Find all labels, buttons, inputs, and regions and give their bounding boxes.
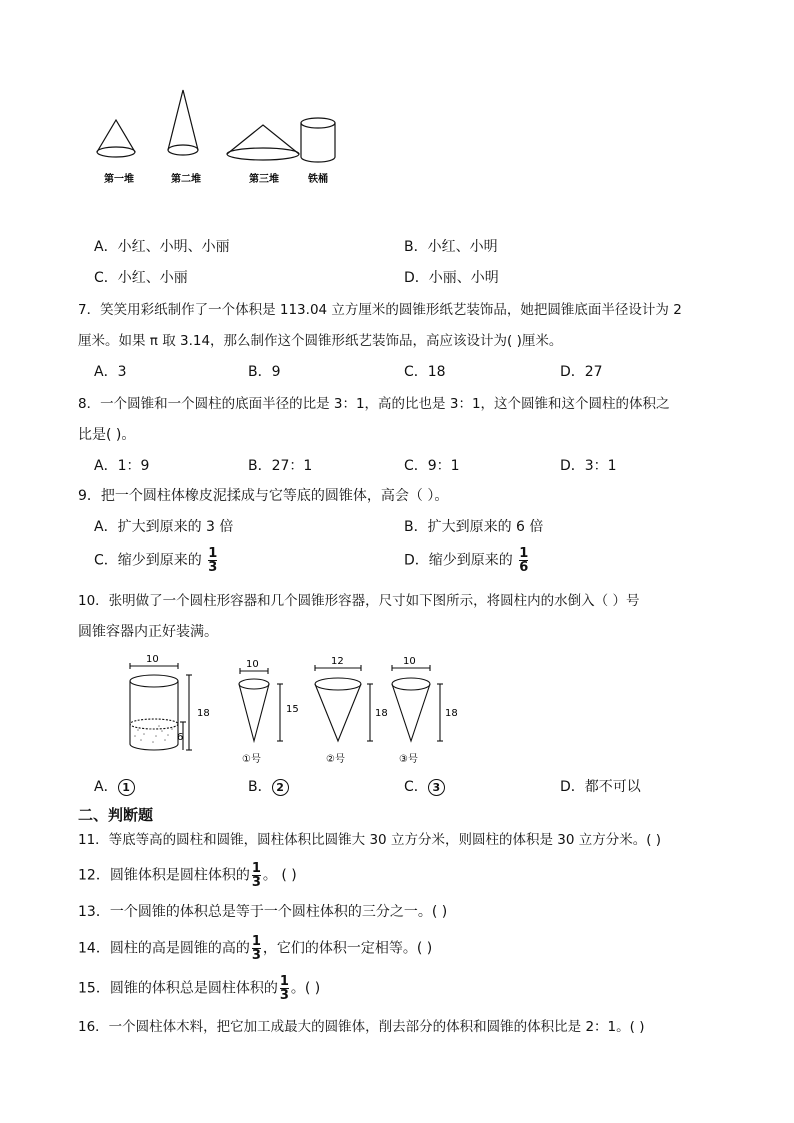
q10-option-a[interactable]	[94, 777, 135, 797]
cylinder-height: 18	[197, 708, 210, 719]
cone3-label: ③号	[399, 754, 418, 765]
q11-text: 11．等底等高的圆柱和圆锥，圆柱体积比圆锥大 30 立方分米，则圆柱的体积是 30 立方分米。( )	[78, 832, 662, 848]
q15-post: 。( )	[290, 980, 321, 997]
q7-option-d[interactable]: D．27	[560, 364, 603, 380]
q9-option-b[interactable]: B．扩大到原来的 6 倍	[404, 519, 544, 535]
cone1-width: 10	[246, 659, 259, 670]
q12-pre: 12．圆锥体积是圆柱体积的	[78, 867, 250, 884]
q9-option-c-text: C．缩少到原来的	[94, 552, 202, 569]
containers-figure	[120, 652, 470, 770]
q10-option-b[interactable]	[248, 777, 289, 797]
cone3-width: 10	[403, 656, 416, 667]
cylinder-water-height: 6	[177, 732, 184, 743]
q10-option-d[interactable]: D．都不可以	[560, 779, 641, 795]
q10-line2: 圆锥容器内正好装满。	[78, 624, 218, 640]
q6-option-a[interactable]: A．小红、小明、小丽	[94, 239, 230, 255]
cone3-height: 18	[445, 708, 458, 719]
q9-option-c[interactable]	[94, 547, 219, 574]
cone1-label: ①号	[242, 754, 261, 765]
bucket-label: 铁桶	[308, 174, 328, 185]
q7-option-c[interactable]: C．18	[404, 364, 446, 380]
q10-option-c[interactable]	[404, 777, 445, 797]
q13-text: 13．一个圆锥的体积总是等于一个圆柱体积的三分之一。( )	[78, 904, 448, 920]
q8-option-b[interactable]: B．27：1	[248, 458, 313, 474]
q12-fraction: $\frac{1}{3}$	[251, 861, 261, 890]
q10-option-b-letter: B．	[248, 779, 272, 795]
q10-option-b-circled: 2	[272, 779, 289, 796]
q10-line1: 10．张明做了一个圆柱形容器和几个圆锥形容器，尺寸如下图所示，将圆柱内的水倒入（ ）号	[78, 593, 640, 609]
q6-option-c[interactable]: C．小红、小丽	[94, 270, 188, 286]
q10-option-c-letter: C．	[404, 779, 428, 795]
q14-post: ，它们的体积一定相等。( )	[262, 940, 433, 957]
pile2-label: 第二堆	[171, 174, 201, 185]
q7-line2: 厘米。如果 π 取 3.14，那么制作这个圆锥形纸艺装饰品，高应该设计为( )厘米。	[78, 333, 563, 349]
q10-option-a-circled: 1	[118, 779, 135, 796]
q9-text: 9．把一个圆柱体橡皮泥揉成与它等底的圆锥体，高会（ ）。	[78, 488, 449, 504]
q8-option-c[interactable]: C．9：1	[404, 458, 460, 474]
piles-figure	[88, 82, 348, 192]
q12-post: 。 ( )	[262, 867, 297, 884]
q7-option-b[interactable]: B．9	[248, 364, 281, 380]
q15-pre: 15．圆锥的体积总是圆柱体积的	[78, 980, 278, 997]
q9-option-a[interactable]: A．扩大到原来的 3 倍	[94, 519, 234, 535]
q9-option-d-text: D．缩少到原来的	[404, 552, 513, 569]
cone1-height: 15	[286, 704, 299, 715]
cone2-label: ②号	[326, 754, 345, 765]
q8-option-a[interactable]: A．1：9	[94, 458, 150, 474]
cylinder-width: 10	[146, 654, 159, 665]
q10-option-c-circled: 3	[428, 779, 445, 796]
section-title-judgement: 二、判断题	[78, 806, 154, 824]
q9-option-c-fraction: $\frac{1}{3}$	[208, 546, 218, 575]
q8-option-d[interactable]: D．3：1	[560, 458, 617, 474]
pile3-label: 第三堆	[249, 174, 279, 185]
q15-text	[78, 975, 320, 1002]
q8-line1: 8．一个圆锥和一个圆柱的底面半径的比是 3：1，高的比也是 3：1，这个圆锥和这个圆柱的体积之	[78, 396, 670, 412]
q14-pre: 14．圆柱的高是圆锥的高的	[78, 940, 250, 957]
q10-option-a-letter: A．	[94, 779, 118, 795]
q12-text	[78, 862, 297, 889]
q15-fraction: $\frac{1}{3}$	[279, 974, 289, 1003]
pile1-label: 第一堆	[104, 174, 134, 185]
q8-line2: 比是( )。	[78, 427, 136, 443]
cone2-width: 12	[331, 656, 344, 667]
q6-option-b[interactable]: B．小红、小明	[404, 239, 498, 255]
q16-text: 16．一个圆柱体木料，把它加工成最大的圆锥体，削去部分的体积和圆锥的体积比是 2：1。( )	[78, 1019, 645, 1035]
cone2-height: 18	[375, 708, 388, 719]
q14-fraction: $\frac{1}{3}$	[251, 934, 261, 963]
q14-text	[78, 935, 432, 962]
q6-option-d[interactable]: D．小丽、小明	[404, 270, 499, 286]
q7-option-a[interactable]: A．3	[94, 364, 127, 380]
q9-option-d-fraction: $\frac{1}{6}$	[519, 546, 529, 575]
q7-line1: 7．笑笑用彩纸制作了一个体积是 113.04 立方厘米的圆锥形纸艺装饰品，她把圆锥底面半径设计为 2	[78, 302, 682, 318]
q9-option-d[interactable]	[404, 547, 530, 574]
